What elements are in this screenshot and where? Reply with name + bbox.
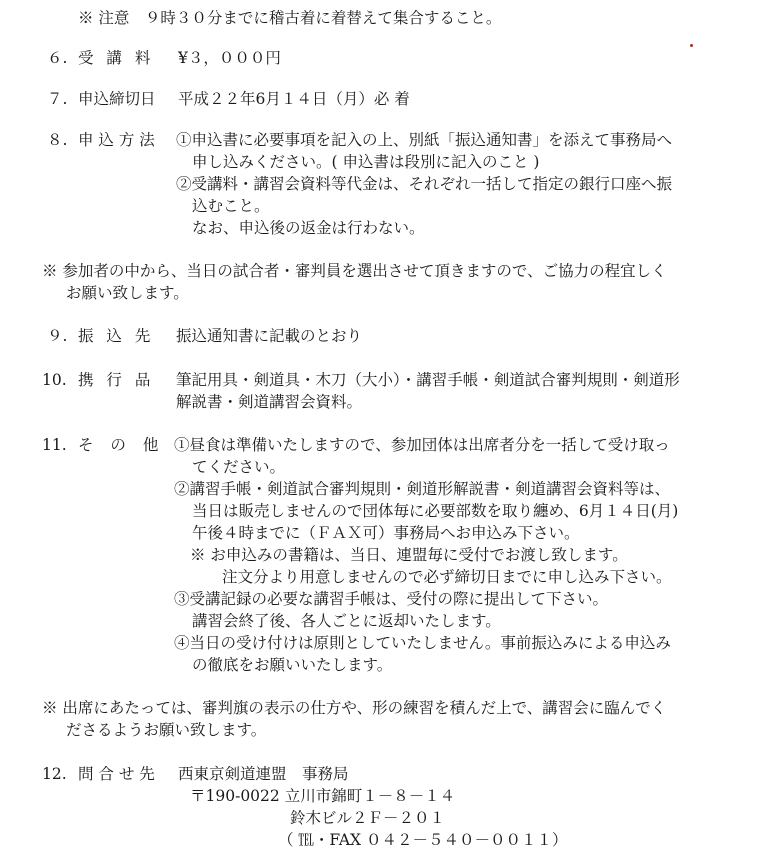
section-6-number: ６. xyxy=(47,49,68,67)
section-11-line: ②講習手帳・剣道試合審判規則・剣道形解説書・剣道講習会資料等は、 xyxy=(174,480,671,498)
note-participants-cont: お願い致します。 xyxy=(66,284,189,302)
ink-speck xyxy=(690,44,693,47)
section-8-number: ８. xyxy=(47,131,68,149)
note-participants: ※ 参加者の中から、当日の試合者・審判員を選出させて頂きますので、ご協力の程宜しく xyxy=(42,262,667,280)
note-attendance: ※ 出席にあたっては、審判旗の表示の仕方や、形の練習を積んだ上で、講習会に臨んでく xyxy=(42,699,667,717)
section-11-line: 午後４時までに（ＦＡＸ可）事務局へお申込み下さい。 xyxy=(192,524,580,542)
section-6-label: 受 講 料 xyxy=(78,49,155,67)
section-11-number: 11. xyxy=(42,436,67,454)
section-11-line: ④当日の受け付けは原則としていたしません。事前振込みによる申込み xyxy=(174,634,671,652)
section-11-line: てください。 xyxy=(192,458,286,476)
contact-organization: 西東京剣道連盟 事務局 xyxy=(178,765,349,783)
contact-building: 鈴木ビル２Ｆ－２０１ xyxy=(290,809,446,827)
section-11-line: 当日は販売しませんので団体毎に必要部数を取り纏め、6月１４日(月) xyxy=(192,502,679,520)
section-10-line: 解説書・剣道講習会資料。 xyxy=(176,393,363,411)
section-11-label: そ の 他 xyxy=(78,436,165,454)
section-8-line: なお、申込後の返金は行わない。 xyxy=(192,219,425,237)
section-9-value: 振込通知書に記載のとおり xyxy=(176,327,363,345)
section-11-line: の徹底をお願いいたします。 xyxy=(192,656,393,674)
section-8-line: ②受講料・講習会資料等代金は、それぞれ一括して指定の銀行口座へ振 xyxy=(176,175,673,193)
section-6-value: ¥３，０００円 xyxy=(178,49,281,67)
section-10-label: 携 行 品 xyxy=(78,371,155,389)
note-attire: ※ 注意 ９時３０分までに稽古着に着替えて集合すること。 xyxy=(78,9,502,27)
contact-address: 〒190-0022 立川市錦町１－８－１４ xyxy=(190,787,456,805)
section-10-line: 筆記用具・剣道具・木刀（大小）・講習手帳・剣道試合審判規則・剣道形 xyxy=(176,371,680,389)
section-11-line: ③受講記録の必要な講習手帳は、受付の際に提出して下さい。 xyxy=(174,590,609,608)
section-7-number: ７. xyxy=(47,90,68,108)
section-7-value: 平成２２年6月１４日（月）必 着 xyxy=(178,90,410,108)
section-7-label: 申込締切日 xyxy=(78,90,156,108)
section-9-label: 振 込 先 xyxy=(78,327,155,345)
section-8-line: ①申込書に必要事項を記入の上、別紙「振込通知書」を添えて事務局へ xyxy=(176,131,673,149)
contact-phone-fax: （ ℡・FAX ０４２－５４０－００１１） xyxy=(278,831,568,849)
section-11-line: 注文分より用意しませんので必ず締切日までに申し込み下さい。 xyxy=(222,568,672,586)
section-8-label: 申 込 方 法 xyxy=(78,131,155,149)
section-11-line: 講習会終了後、各人ごとに返却いたします。 xyxy=(192,612,501,630)
section-11-line: ※ お申込みの書籍は、当日、連盟毎に受付でお渡し致します。 xyxy=(190,546,628,564)
section-12-label: 問 合 せ 先 xyxy=(78,765,155,783)
section-11-line: ①昼食は準備いたしますので、参加団体は出席者分を一括して受け取っ xyxy=(174,436,670,454)
note-attendance-cont: ださるようお願い致します。 xyxy=(66,721,267,739)
section-8-line: 申し込みください。( 申込書は段別に記入のこと ) xyxy=(192,153,540,171)
section-12-number: 12. xyxy=(42,765,67,783)
section-9-number: ９. xyxy=(47,327,68,345)
section-8-line: 込むこと。 xyxy=(192,197,270,215)
section-10-number: 10. xyxy=(42,371,67,389)
